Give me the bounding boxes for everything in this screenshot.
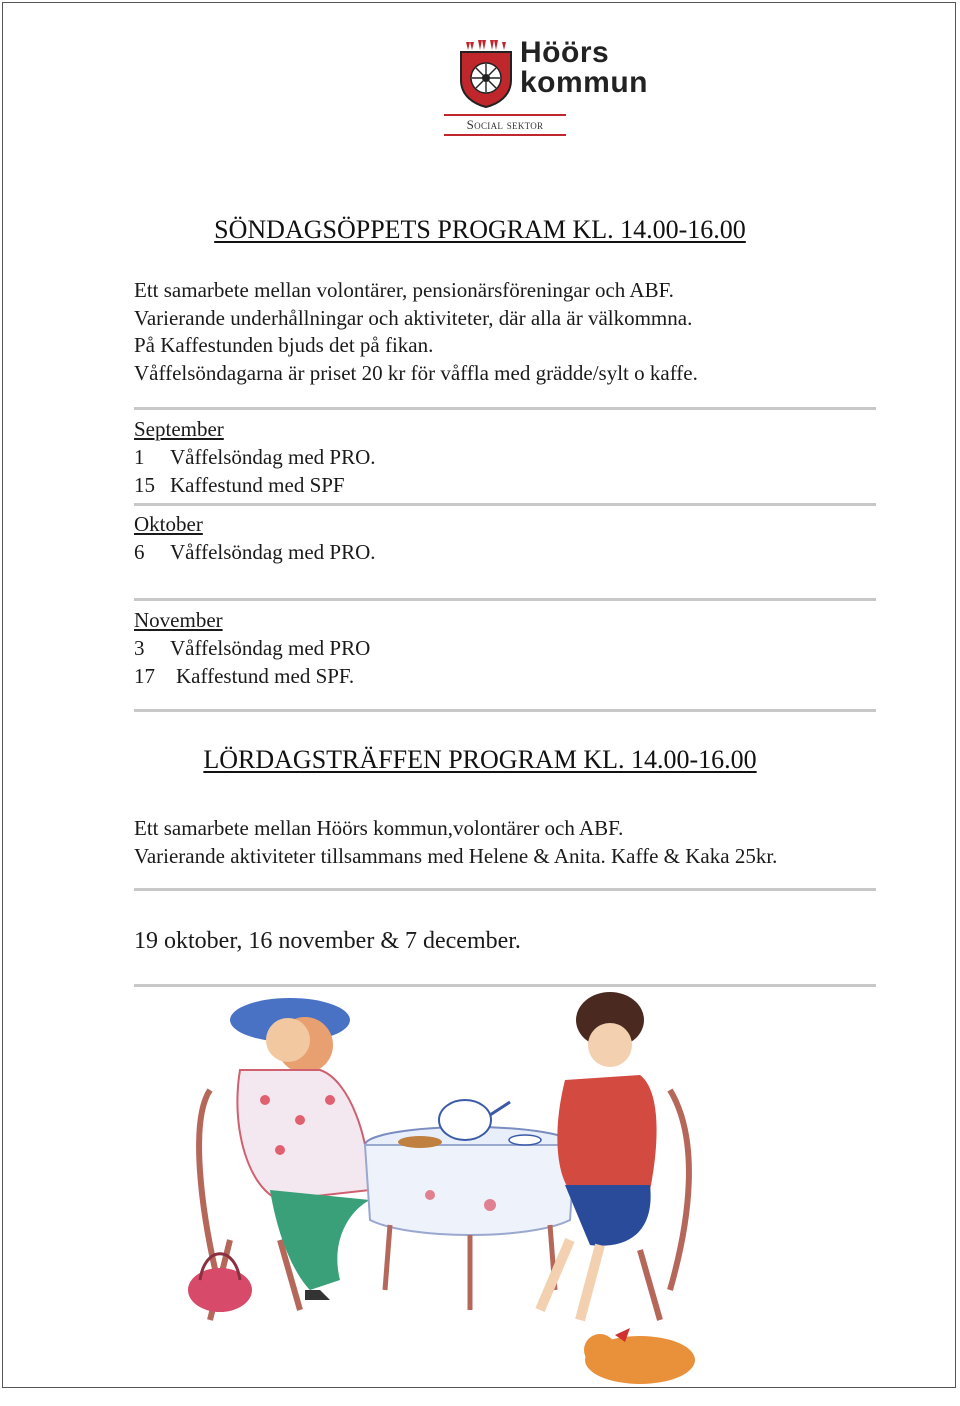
saturday-program-title: LÖRDAGSTRÄFFEN PROGRAM KL. 14.00-16.00 bbox=[203, 745, 757, 774]
divider bbox=[134, 598, 876, 601]
social-sector-label: Social sektor bbox=[444, 114, 566, 136]
month-oktober: Oktober bbox=[134, 512, 203, 536]
municipal-shield-icon bbox=[458, 38, 514, 108]
sunday-program-title: SÖNDAGSÖPPETS PROGRAM KL. 14.00-16.00 bbox=[214, 215, 746, 244]
sunday-intro bbox=[134, 277, 698, 387]
divider bbox=[134, 984, 876, 987]
intro-line: Ett samarbete mellan Höörs kommun,volontärer och ABF. bbox=[134, 816, 624, 840]
logo-line-1: Höörs bbox=[520, 36, 610, 69]
event-item: 1 Våffelsöndag med PRO. bbox=[134, 445, 376, 469]
logo-wordmark bbox=[520, 38, 648, 98]
intro-line: Varierande aktiviteter tillsammans med Helene & Anita. Kaffe & Kaka 25kr. bbox=[134, 843, 778, 868]
month-november: November bbox=[134, 608, 223, 632]
divider bbox=[134, 709, 876, 712]
divider bbox=[134, 407, 876, 410]
saturday-dates: 19 oktober, 16 november & 7 december. bbox=[134, 928, 521, 954]
event-item: 6 Våffelsöndag med PRO. bbox=[134, 540, 376, 564]
event-item: 3 Våffelsöndag med PRO bbox=[134, 636, 371, 660]
intro-line: Varierande underhållningar och aktiviteter, där alla är välkommna. bbox=[134, 305, 693, 330]
divider bbox=[134, 503, 876, 506]
saturday-intro bbox=[134, 815, 777, 870]
month-september: September bbox=[134, 417, 224, 441]
intro-line: Ett samarbete mellan volontärer, pensionärsföreningar och ABF. bbox=[134, 278, 674, 302]
logo-line-2: kommun bbox=[520, 66, 649, 99]
divider bbox=[134, 888, 876, 891]
intro-line: På Kaffestunden bjuds det på fikan. bbox=[134, 333, 434, 357]
hoors-kommun-logo bbox=[458, 38, 658, 108]
coffee-party-illustration bbox=[170, 990, 730, 1400]
intro-line: Våffelsöndagarna är priset 20 kr för våffla med grädde/sylt o kaffe. bbox=[134, 360, 698, 385]
event-item: 17 Kaffestund med SPF. bbox=[134, 664, 355, 688]
event-item: 15 Kaffestund med SPF bbox=[134, 473, 345, 497]
